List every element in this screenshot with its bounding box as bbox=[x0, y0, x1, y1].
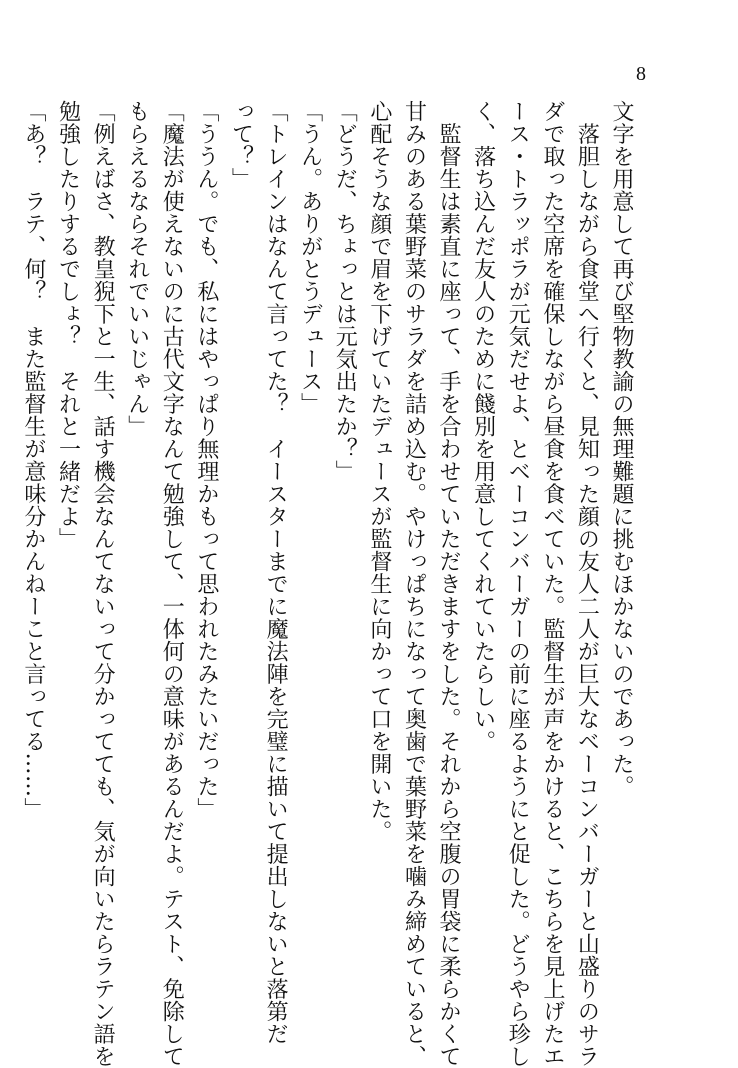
text-column: 勉強したりするでしょ？ それと一緒だよ」 bbox=[55, 100, 81, 550]
text-column: 「あ？ ラテ、何？ また監督生が意味分かんねーこと言ってる……」 bbox=[20, 100, 46, 820]
text-column: 甘みのある葉野菜のサラダを詰め込む。やけっぱちになって奥歯で葉野菜を噛み締めていると、 bbox=[401, 100, 427, 1068]
text-column: 心配そうな顔で眉を下げていたデュースが監督生に向かって口を開いた。 bbox=[366, 100, 392, 843]
vertical-text-body bbox=[15, 100, 638, 1068]
text-column: 落胆しながら食堂へ行くと、見知った顔の友人二人が巨大なベーコンバーガーと山盛りのサラ bbox=[574, 100, 600, 1068]
text-column: 文字を用意して再び堅物教諭の無理難題に挑むほかないのであった。 bbox=[609, 100, 634, 798]
text-column: く、落ち込んだ友人のために餞別を用意してくれていたらしい。 bbox=[470, 100, 496, 753]
text-column: 「ううん。でも、私にはやっぱり無理かもって思われたみたいだった」 bbox=[193, 100, 219, 820]
text-column: 「トレインはなんて言ってた？ イースターまでに魔法陣を完璧に描いて提出しないと落第だ bbox=[263, 100, 289, 1045]
text-column: 「魔法が使えないのに古代文字なんて勉強して、一体何の意味があるんだよ。テスト、免除して bbox=[159, 100, 185, 1068]
text-column: 「どうだ、ちょっとは元気出たか？」 bbox=[332, 100, 358, 483]
text-column: ダで取った空席を確保しながら昼食を食べていた。監督生が声をかけると、こちらを見上げたエ bbox=[539, 100, 565, 1068]
page-number: 8 bbox=[636, 63, 646, 85]
text-column: もらえるならそれでいいじゃん」 bbox=[124, 100, 150, 438]
text-column: ース・トラッポラが元気だせよ、とベーコンバーガーの前に座るようにと促した。どうやら珍し bbox=[505, 100, 531, 1068]
text-column: 監督生は素直に座って、手を合わせていただきますをした。それから空腹の胃袋に柔らかくて bbox=[436, 100, 462, 1068]
text-column: 「うん。ありがとうデュース」 bbox=[297, 100, 323, 415]
text-column: って？」 bbox=[228, 100, 254, 190]
text-column: 「例えばさ、教皇猊下と一生、話す機会なんてないって分かってても、気が向いたらラテン語を bbox=[90, 100, 116, 1068]
